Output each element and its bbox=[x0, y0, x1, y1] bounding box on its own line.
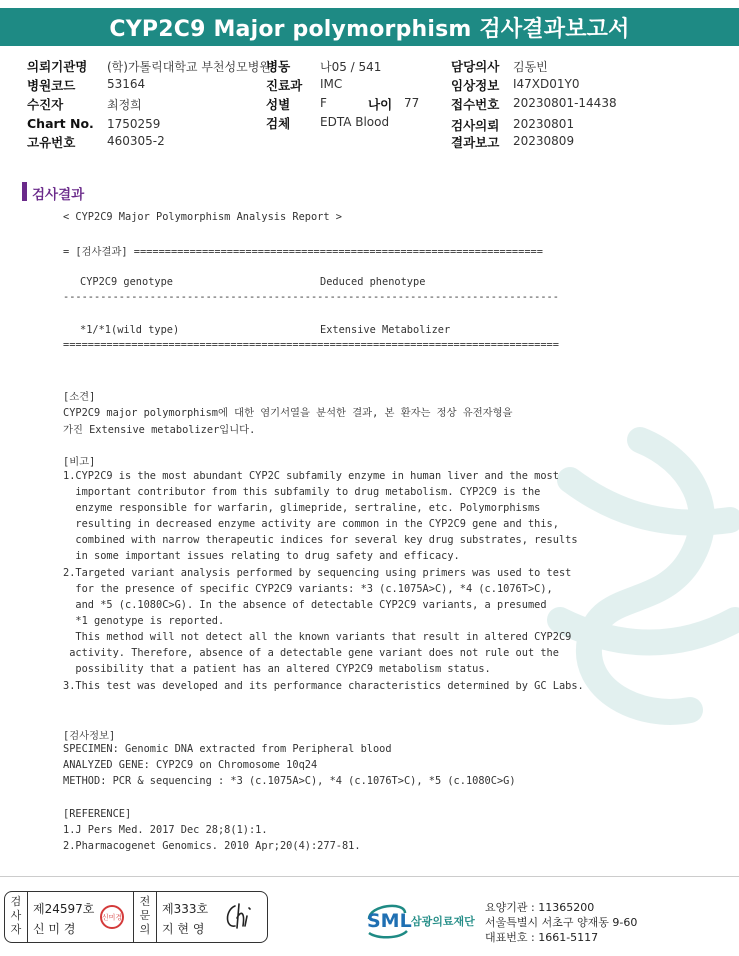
report-date-label: 결과보고 bbox=[451, 135, 500, 150]
department-value: IMC bbox=[320, 77, 343, 91]
doctor-label: 담당의사 bbox=[451, 59, 500, 74]
logo-text: SML bbox=[367, 910, 412, 932]
chart-no-label: Chart No. bbox=[27, 116, 94, 131]
genotype-value: *1/*1(wild type) bbox=[80, 324, 180, 336]
chart-no-value: 1750259 bbox=[107, 117, 161, 131]
age-label: 나이 bbox=[368, 97, 393, 112]
result-header-line: = [검사결과] ================================================================== bbox=[63, 246, 543, 258]
opinion-line: 가진 Extensive metabolizer입니다. bbox=[63, 424, 256, 436]
specimen-label: 검체 bbox=[266, 116, 291, 131]
remarks-line: This method will not detect all the known variants that result in altered CYP2C9 bbox=[63, 631, 572, 643]
org-phone-line: 대표번호 : 1661-5117 bbox=[485, 931, 599, 944]
signature-box bbox=[4, 891, 268, 943]
clinical-info-label: 임상정보 bbox=[451, 78, 500, 93]
age-value: 77 bbox=[404, 96, 420, 110]
opinion-line: CYP2C9 major polymorphism에 대한 염기서열을 분석한 결과, 본 환자는 정상 유전자형을 bbox=[63, 407, 513, 419]
specialist-name: 지 현 영 bbox=[162, 922, 205, 936]
divider bbox=[133, 892, 134, 942]
footer-divider bbox=[0, 876, 739, 877]
tester-license-no: 제24597호 bbox=[33, 902, 95, 916]
reference-line: 1.J Pers Med. 2017 Dec 28;8(1):1. bbox=[63, 824, 268, 836]
org-logo bbox=[365, 897, 483, 945]
specialist-label-text: 전문의 bbox=[139, 895, 151, 936]
hospital-value: (학)가톨릭대학교 부천성모병원 bbox=[107, 60, 271, 74]
top-margin bbox=[0, 0, 739, 8]
patient-label: 수진자 bbox=[27, 97, 64, 112]
remarks-line: activity. Therefore, absence of a detectable gene variant does not rule out the bbox=[63, 647, 559, 659]
equals-divider: ================================================================================ bbox=[63, 339, 559, 351]
sex-value: F bbox=[320, 96, 327, 110]
remarks-line: resulting in decreased enzyme activity are common in the CYP2C9 gene and this, bbox=[63, 518, 559, 530]
request-date-value: 20230801 bbox=[513, 117, 575, 131]
hospital-code-value: 53164 bbox=[107, 77, 146, 91]
org-code-line: 요양기관 : 11365200 bbox=[485, 901, 595, 914]
specialist-signature-icon bbox=[223, 900, 263, 934]
request-date-label: 검사의뢰 bbox=[451, 118, 500, 133]
seal-text: 신미경 bbox=[101, 913, 123, 922]
tester-name: 신 미 경 bbox=[33, 922, 76, 936]
report-heading: < CYP2C9 Major Polymorphism Analysis Report > bbox=[63, 211, 342, 223]
tester-seal-stamp bbox=[99, 904, 125, 930]
report-date-value: 20230809 bbox=[513, 134, 575, 148]
remarks-line: in some important issues relating to drug safety and efficacy. bbox=[63, 550, 460, 562]
unique-no-label: 고유번호 bbox=[27, 135, 76, 150]
remarks-title: [비고] bbox=[63, 456, 96, 468]
remarks-line: 3.This test was developed and its performance characteristics determined by GC Labs. bbox=[63, 680, 584, 692]
section-accent-bar bbox=[22, 182, 27, 201]
department-label: 진료과 bbox=[266, 78, 303, 93]
remarks-line: 1.CYP2C9 is the most abundant CYP2C subfamily enzyme in human liver and the most bbox=[63, 470, 559, 482]
specialist-label bbox=[136, 895, 154, 937]
specimen-value: EDTA Blood bbox=[320, 115, 390, 129]
doctor-value: 김동빈 bbox=[513, 60, 548, 74]
specialist-license-no: 제333호 bbox=[162, 902, 209, 916]
remarks-line: possibility that a patient has an altered CYP2C9 metabolism status. bbox=[63, 663, 491, 675]
receipt-no-label: 접수번호 bbox=[451, 97, 500, 112]
org-info bbox=[485, 900, 637, 945]
clinical-info-value: I47XD01Y0 bbox=[513, 77, 580, 91]
info-line: METHOD: PCR & sequencing : *3 (c.1075A>C), *4 (c.1076T>C), *5 (c.1080C>G) bbox=[63, 775, 516, 787]
remarks-line: *1 genotype is reported. bbox=[63, 615, 225, 627]
patient-value: 최정희 bbox=[107, 98, 142, 112]
info-line: ANALYZED GENE: CYP2C9 on Chromosome 10q24 bbox=[63, 759, 318, 771]
divider bbox=[27, 892, 28, 942]
hospital-label: 의뢰기관명 bbox=[27, 59, 88, 74]
org-name: 삼광의료재단 bbox=[411, 915, 475, 928]
section-title: 검사결과 bbox=[32, 187, 85, 203]
info-title: [검사정보] bbox=[63, 730, 116, 742]
remarks-line: 2.Targeted variant analysis performed by sequencing using primers was used to test bbox=[63, 567, 572, 579]
org-address-line: 서울특별시 서초구 양재동 9-60 bbox=[485, 916, 638, 929]
remarks-line: combined with narrow therapeutic indices for several key drug substrates, results bbox=[63, 534, 578, 546]
tester-label bbox=[7, 895, 25, 937]
reference-line: 2.Pharmacogenet Genomics. 2010 Apr;20(4):277-81. bbox=[63, 840, 361, 852]
opinion-title: [소견] bbox=[63, 391, 96, 403]
sml-logo-icon bbox=[365, 897, 483, 941]
receipt-no-value: 20230801-14438 bbox=[513, 96, 617, 110]
tester-label-text: 검사자 bbox=[10, 895, 22, 936]
title-bar bbox=[0, 8, 739, 46]
remarks-line: for the presence of specific CYP2C9 variants: *3 (c.1075A>C), *4 (c.1076T>C), bbox=[63, 583, 553, 595]
remarks-line: enzyme responsible for warfarin, glimepride, sertraline, etc. Polymorphisms bbox=[63, 502, 541, 514]
watermark-logo-icon bbox=[540, 420, 739, 750]
genotype-column-header: CYP2C9 genotype bbox=[80, 276, 173, 288]
info-line: SPECIMEN: Genomic DNA extracted from Peripheral blood bbox=[63, 743, 392, 755]
phenotype-value: Extensive Metabolizer bbox=[320, 324, 451, 336]
reference-title: [REFERENCE] bbox=[63, 808, 132, 820]
phenotype-column-header: Deduced phenotype bbox=[320, 276, 426, 288]
ward-value: 나05 / 541 bbox=[320, 60, 382, 74]
dash-divider: -------------------------------------------------------------------------------- bbox=[63, 291, 559, 303]
remarks-line: important contributor from this subfamily to drug metabolism. CYP2C9 is the bbox=[63, 486, 541, 498]
hospital-code-label: 병원코드 bbox=[27, 78, 76, 93]
ward-label: 병동 bbox=[266, 59, 291, 74]
unique-no-value: 460305-2 bbox=[107, 134, 165, 148]
sex-label: 성별 bbox=[266, 97, 291, 112]
remarks-line: and *5 (c.1080C>G). In the absence of detectable CYP2C9 variants, a presumed bbox=[63, 599, 547, 611]
report-title: CYP2C9 Major polymorphism 검사결과보고서 bbox=[109, 16, 630, 42]
divider bbox=[156, 892, 157, 942]
